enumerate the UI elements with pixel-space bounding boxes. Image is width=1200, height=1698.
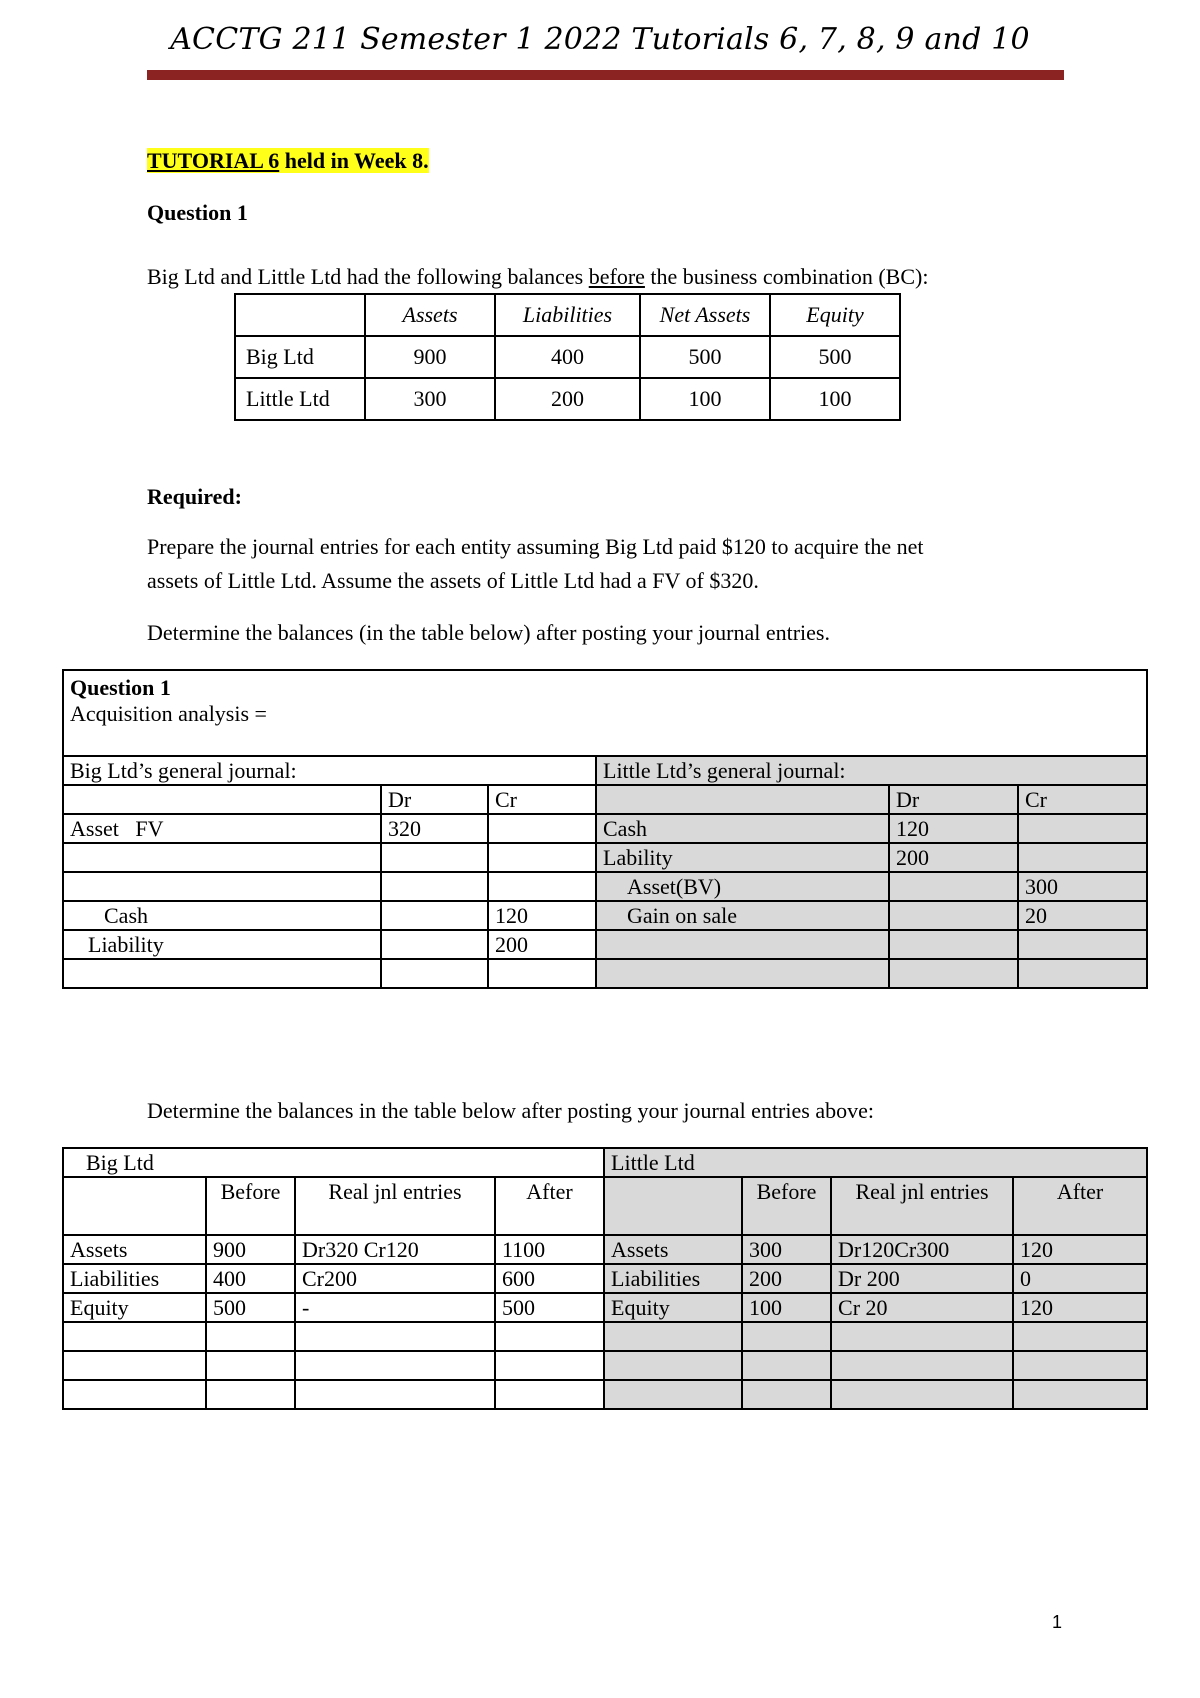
little-cr-cell[interactable]: [1018, 814, 1147, 843]
little-dr-cell[interactable]: [889, 930, 1018, 959]
little-after-header: After: [1013, 1177, 1147, 1235]
big-dr-cell[interactable]: [381, 930, 488, 959]
journal-entries-table: [62, 669, 1148, 989]
balances-after-table: [62, 1147, 1148, 1410]
big-after-header: After: [495, 1177, 604, 1235]
little-entries-cell[interactable]: [831, 1322, 1013, 1351]
little-after-cell[interactable]: [1013, 1322, 1147, 1351]
big-cr-cell[interactable]: [488, 843, 596, 872]
little-account-cell[interactable]: [596, 930, 889, 959]
big-item-cell[interactable]: [63, 1322, 206, 1351]
question-intro: Big Ltd and Little Ltd had the following balances before the business combination (BC):: [147, 264, 929, 289]
tutorial-label: TUTORIAL 6: [147, 148, 280, 173]
little-item-cell[interactable]: Assets: [604, 1235, 742, 1264]
table-row: [63, 872, 1147, 901]
big-entries-header: Real jnl entries: [295, 1177, 495, 1235]
instruction-line-2: assets of Little Ltd. Assume the assets of Little Ltd had a FV of $320.: [147, 568, 759, 593]
little-account-header: [596, 785, 889, 814]
big-cr-cell[interactable]: [488, 814, 596, 843]
table-row: [235, 336, 900, 378]
big-dr-cell[interactable]: [381, 901, 488, 930]
tutorial-heading: [147, 148, 429, 174]
little-before-cell[interactable]: [742, 1351, 831, 1380]
balances-cell: 100: [770, 378, 900, 420]
table-row: [63, 930, 1147, 959]
little-cr-cell[interactable]: 300: [1018, 872, 1147, 901]
balances-cell: 200: [495, 378, 640, 420]
big-before-cell[interactable]: 900: [206, 1235, 295, 1264]
instruction-line-3: Determine the balances (in the table below) after posting your journal entries.: [147, 620, 830, 645]
big-dr-header: Dr: [381, 785, 488, 814]
little-dr-cell[interactable]: [889, 959, 1018, 988]
little-after-cell[interactable]: [1013, 1380, 1147, 1409]
balances-cell: 500: [770, 336, 900, 378]
little-account-cell[interactable]: Cash: [596, 814, 889, 843]
big-account-cell[interactable]: Asset FV: [63, 814, 381, 843]
little-journal-heading: Little Ltd’s general journal:: [596, 756, 1147, 785]
little-cr-cell[interactable]: [1018, 930, 1147, 959]
balances-row-name: Little Ltd: [235, 378, 365, 420]
table-row: [235, 378, 900, 420]
little-before-cell[interactable]: [742, 1322, 831, 1351]
big-before-cell[interactable]: [206, 1322, 295, 1351]
big-cr-cell[interactable]: [488, 959, 596, 988]
big-before-header: Before: [206, 1177, 295, 1235]
little-item-cell[interactable]: [604, 1322, 742, 1351]
big-entries-cell[interactable]: [295, 1351, 495, 1380]
little-before-cell[interactable]: [742, 1380, 831, 1409]
big-entries-cell[interactable]: Cr200: [295, 1264, 495, 1293]
little-item-header: [604, 1177, 742, 1235]
table-row: [63, 1380, 1147, 1409]
big-after-cell[interactable]: [495, 1351, 604, 1380]
little-item-cell[interactable]: Equity: [604, 1293, 742, 1322]
balances-cell: 300: [365, 378, 495, 420]
little-before-header: Before: [742, 1177, 831, 1235]
little-cr-cell[interactable]: 20: [1018, 901, 1147, 930]
balances-cell: 900: [365, 336, 495, 378]
balances-row-name: Big Ltd: [235, 336, 365, 378]
little-cr-cell[interactable]: [1018, 843, 1147, 872]
big-cr-cell[interactable]: 120: [488, 901, 596, 930]
little-account-cell[interactable]: [596, 959, 889, 988]
little-account-cell[interactable]: Lability: [596, 843, 889, 872]
little-cr-cell[interactable]: [1018, 959, 1147, 988]
little-item-cell[interactable]: Liabilities: [604, 1264, 742, 1293]
big-item-cell[interactable]: Liabilities: [63, 1264, 206, 1293]
balances-header-blank: [235, 294, 365, 336]
big-cr-cell[interactable]: 200: [488, 930, 596, 959]
big-entries-cell[interactable]: -: [295, 1293, 495, 1322]
big-cr-cell[interactable]: [488, 872, 596, 901]
big-before-cell[interactable]: 400: [206, 1264, 295, 1293]
big-dr-cell[interactable]: [381, 959, 488, 988]
big-before-cell[interactable]: [206, 1380, 295, 1409]
tutorial-week: held in Week 8.: [279, 148, 429, 173]
table-row: [63, 1293, 1147, 1322]
little-after-cell[interactable]: 0: [1013, 1264, 1147, 1293]
table-row: [63, 814, 1147, 843]
document-header-title: ACCTG 211 Semester 1 2022 Tutorials 6, 7, 8, 9 and 10: [170, 22, 1030, 57]
acquisition-analysis: Acquisition analysis =: [70, 701, 267, 726]
balances-cell: 400: [495, 336, 640, 378]
big-item-cell[interactable]: [63, 1351, 206, 1380]
balances-header-assets: Assets: [365, 294, 495, 336]
little-cr-header: Cr: [1018, 785, 1147, 814]
little-before-cell[interactable]: 100: [742, 1293, 831, 1322]
little-dr-cell[interactable]: [889, 901, 1018, 930]
big-account-cell[interactable]: Liability: [63, 930, 381, 959]
big-dr-cell[interactable]: 320: [381, 814, 488, 843]
header-rule: [147, 70, 1064, 80]
balances-header-liabilities: Liabilities: [495, 294, 640, 336]
table-row: [63, 1351, 1147, 1380]
big-account-header: [63, 785, 381, 814]
big-ltd-title: Big Ltd: [63, 1148, 604, 1177]
big-account-cell[interactable]: Cash: [63, 901, 381, 930]
big-entries-cell[interactable]: Dr320 Cr120: [295, 1235, 495, 1264]
answer-question-title: Question 1: [70, 675, 171, 700]
table-row: [63, 959, 1147, 988]
instruction-line-4: Determine the balances in the table below after posting your journal entries above:: [147, 1098, 874, 1123]
little-after-cell[interactable]: 120: [1013, 1293, 1147, 1322]
table-row: [63, 901, 1147, 930]
balances-cell: 500: [640, 336, 770, 378]
big-dr-cell[interactable]: [381, 872, 488, 901]
table-row: [63, 1235, 1147, 1264]
little-item-cell[interactable]: [604, 1380, 742, 1409]
big-entries-cell[interactable]: [295, 1380, 495, 1409]
little-entries-cell[interactable]: Dr120Cr300: [831, 1235, 1013, 1264]
little-entries-cell[interactable]: Cr 20: [831, 1293, 1013, 1322]
balances-header-net-assets: Net Assets: [640, 294, 770, 336]
little-entries-cell[interactable]: [831, 1380, 1013, 1409]
table-row: [63, 1264, 1147, 1293]
little-entries-header: Real jnl entries: [831, 1177, 1013, 1235]
big-dr-cell[interactable]: [381, 843, 488, 872]
big-account-cell[interactable]: [63, 843, 381, 872]
big-item-cell[interactable]: Equity: [63, 1293, 206, 1322]
little-account-cell[interactable]: Asset(BV): [596, 872, 889, 901]
table-row: [63, 843, 1147, 872]
balances-cell: 100: [640, 378, 770, 420]
big-after-cell[interactable]: 600: [495, 1264, 604, 1293]
little-account-cell[interactable]: Gain on sale: [596, 901, 889, 930]
question-answer-box[interactable]: [63, 670, 1147, 756]
big-entries-cell[interactable]: [295, 1322, 495, 1351]
big-item-cell[interactable]: Assets: [63, 1235, 206, 1264]
little-entries-cell[interactable]: Dr 200: [831, 1264, 1013, 1293]
balances-header-equity: Equity: [770, 294, 900, 336]
big-account-cell[interactable]: [63, 872, 381, 901]
big-item-header: [63, 1177, 206, 1235]
little-dr-header: Dr: [889, 785, 1018, 814]
required-label: Required:: [147, 484, 242, 509]
little-before-cell[interactable]: 300: [742, 1235, 831, 1264]
table-row: [63, 1322, 1147, 1351]
balances-before-table: [234, 293, 901, 421]
instruction-line-1: Prepare the journal entries for each entity assuming Big Ltd paid $120 to acquire the net: [147, 534, 924, 559]
big-account-cell[interactable]: [63, 959, 381, 988]
big-item-cell[interactable]: [63, 1380, 206, 1409]
big-journal-heading: Big Ltd’s general journal:: [63, 756, 596, 785]
little-after-cell[interactable]: 120: [1013, 1235, 1147, 1264]
big-after-cell[interactable]: [495, 1380, 604, 1409]
little-after-cell[interactable]: [1013, 1351, 1147, 1380]
question-title: Question 1: [147, 200, 248, 225]
big-before-cell[interactable]: 500: [206, 1293, 295, 1322]
big-after-cell[interactable]: 1100: [495, 1235, 604, 1264]
little-ltd-title: Little Ltd: [604, 1148, 1147, 1177]
big-after-cell[interactable]: [495, 1322, 604, 1351]
little-item-cell[interactable]: [604, 1351, 742, 1380]
little-dr-cell[interactable]: 200: [889, 843, 1018, 872]
page-number: 1: [1052, 1612, 1063, 1632]
little-before-cell[interactable]: 200: [742, 1264, 831, 1293]
little-entries-cell[interactable]: [831, 1351, 1013, 1380]
big-after-cell[interactable]: 500: [495, 1293, 604, 1322]
little-dr-cell[interactable]: [889, 872, 1018, 901]
little-dr-cell[interactable]: 120: [889, 814, 1018, 843]
big-cr-header: Cr: [488, 785, 596, 814]
big-before-cell[interactable]: [206, 1351, 295, 1380]
